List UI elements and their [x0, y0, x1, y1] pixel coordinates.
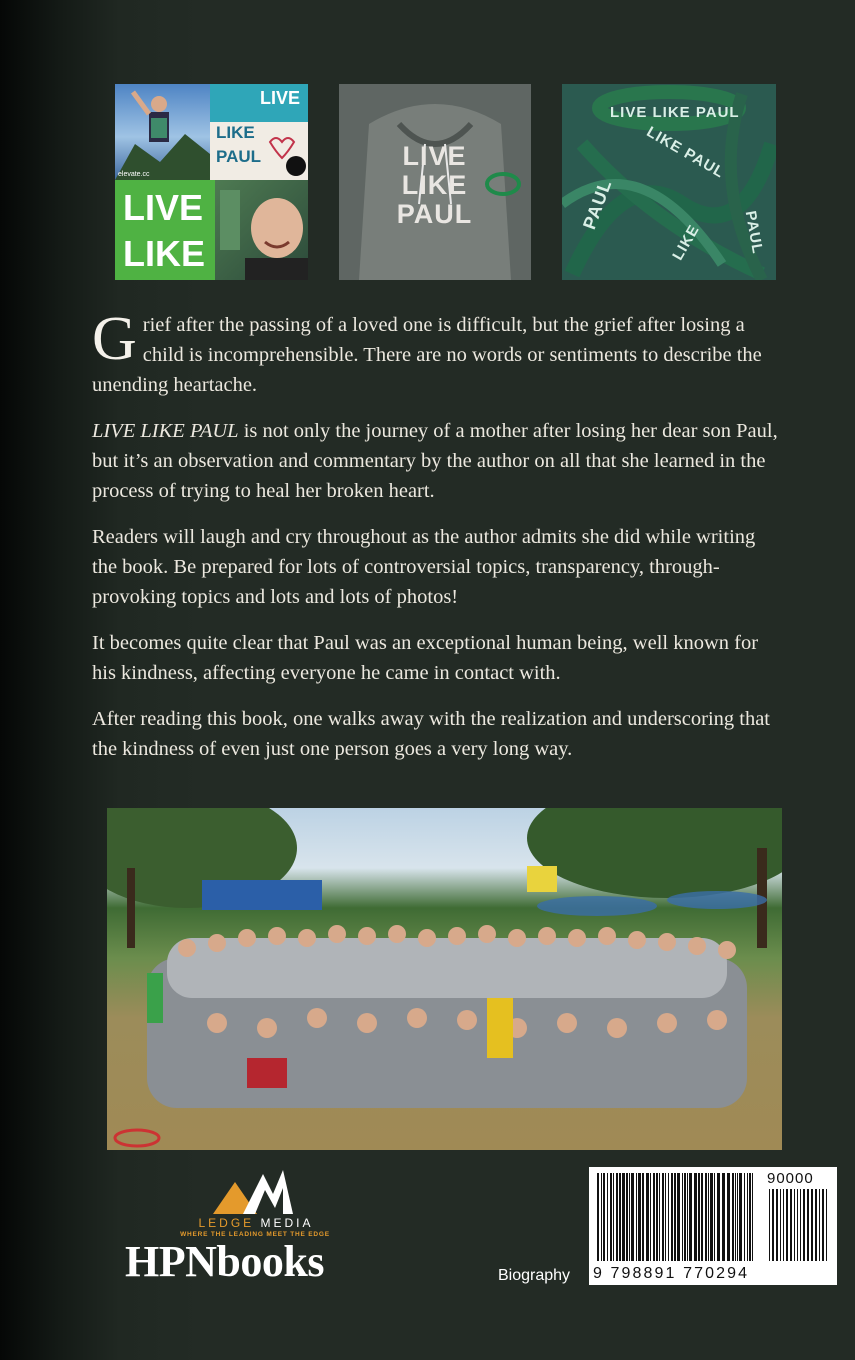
- addon-barcode-bar: [783, 1189, 784, 1261]
- addon-barcode-bar: [800, 1189, 801, 1261]
- barcode-bar: [622, 1173, 625, 1261]
- category-label: Biography: [498, 1267, 571, 1284]
- collage-green-like: LIKE: [123, 233, 206, 274]
- barcode-bar: [662, 1173, 664, 1261]
- collage-live-text: [210, 84, 308, 122]
- barcode-bar: [659, 1173, 660, 1261]
- barcode-bar: [749, 1173, 751, 1261]
- barcode-bar: [717, 1173, 720, 1261]
- collage-green-live: LIVE: [123, 187, 204, 228]
- barcode-bar: [671, 1173, 673, 1261]
- blurb-p1-text: rief after the passing of a loved one is difficult, but the grief after losing a child is incomprehensible. There are no words or sentiments to describe the unending heartache.: [92, 314, 762, 396]
- addon-barcode-bar: [826, 1189, 827, 1261]
- addon-barcode-bar: [811, 1189, 813, 1261]
- barcode-bar: [732, 1173, 734, 1261]
- publisher-logos: [125, 1168, 385, 1298]
- addon-barcode-bar: [803, 1189, 805, 1261]
- hoodie-line-1: LIVE: [402, 141, 467, 171]
- hoodie-photo: [339, 84, 531, 280]
- barcode-bar: [744, 1173, 745, 1261]
- bracelet-text-3: PAUL: [579, 176, 616, 233]
- blurb-paragraph-4: It becomes quite clear that Paul was an exceptional human being, well known for his kindness, affecting everyone he came in contact with.: [92, 632, 759, 684]
- top-photo-row: [115, 84, 776, 280]
- collage-photo: [115, 84, 308, 280]
- hoodie-print: [387, 142, 482, 229]
- barcode-bar: [631, 1173, 634, 1261]
- blurb-paragraph-5: After reading this book, one walks away with the realization and underscoring that the kindness of even just one person goes a very long way.: [92, 708, 771, 760]
- barcode-bar: [752, 1173, 753, 1261]
- barcode-bar: [727, 1173, 730, 1261]
- barcode-bar: [656, 1173, 658, 1261]
- bracelet-text-5: PAUL: [741, 209, 767, 256]
- collage-green-panel: [115, 180, 215, 280]
- price-code: 90000: [767, 1170, 814, 1187]
- barcode-bar: [694, 1173, 697, 1261]
- barcode-bar: [626, 1173, 628, 1261]
- hoodie-line-2: LIKE: [401, 170, 468, 200]
- barcode-bar: [747, 1173, 748, 1261]
- barcode-bar: [714, 1173, 715, 1261]
- barcode-bar: [737, 1173, 738, 1261]
- bracelets-photo: [562, 84, 776, 280]
- barcode-bar: [629, 1173, 630, 1261]
- collage-live-word: LIVE: [260, 88, 301, 108]
- addon-barcode-bar: [797, 1189, 798, 1261]
- collage-like-word: LIKE: [216, 123, 255, 142]
- barcode-bar: [677, 1173, 680, 1261]
- addon-barcode-bar: [815, 1189, 817, 1261]
- barcode-bar: [650, 1173, 651, 1261]
- addon-barcode-bar: [786, 1189, 788, 1261]
- addon-barcode-bar: [790, 1189, 792, 1261]
- collage-smiling-man: [215, 180, 308, 280]
- book-title-inline: LIVE LIKE PAUL: [92, 420, 239, 442]
- group-photo-illustration: [107, 808, 782, 1150]
- barcode-bar: [642, 1173, 644, 1261]
- barcode-bar: [603, 1173, 605, 1261]
- media-word: MEDIA: [254, 1216, 314, 1230]
- addon-barcode-bar: [776, 1189, 778, 1261]
- collage-mountain-photo: [115, 84, 210, 180]
- barcode-bar: [668, 1173, 669, 1261]
- ledge-media-logo-icon: [213, 1168, 293, 1214]
- elevate-logo-icon: [286, 156, 306, 176]
- addon-barcode-bar: [807, 1189, 809, 1261]
- blurb-paragraph-3: Readers will laugh and cry throughout as the author admits she did while writing the book. Be prepared for lots of controversial topics, transparency, through-provoking topics and lots and lots of photos!: [92, 526, 756, 608]
- barcode-bar: [674, 1173, 676, 1261]
- barcode-bar: [665, 1173, 666, 1261]
- barcode-bar: [653, 1173, 655, 1261]
- addon-barcode-bar: [772, 1189, 774, 1261]
- person-on-peak-illustration: [115, 84, 210, 180]
- drop-cap: G: [92, 305, 137, 373]
- barcode-bar: [684, 1173, 686, 1261]
- barcode-bar: [610, 1173, 612, 1261]
- blurb-paragraph-1: [92, 305, 782, 400]
- barcode-bar: [687, 1173, 688, 1261]
- addon-barcode-bar: [822, 1189, 824, 1261]
- barcode-bar: [616, 1173, 618, 1261]
- barcode-bar: [705, 1173, 707, 1261]
- bracelet-text-1: LIVE LIKE PAUL: [610, 104, 740, 121]
- ledge-media-name: [161, 1216, 351, 1230]
- barcode-bar: [638, 1173, 641, 1261]
- barcode-bar: [722, 1173, 725, 1261]
- elevate-caption: elevate.cc: [118, 171, 150, 178]
- barcode-bar: [619, 1173, 621, 1261]
- barcode-bar: [636, 1173, 637, 1261]
- barcode-bar: [607, 1173, 608, 1261]
- collage-paul-word: PAUL: [216, 147, 262, 166]
- hpnbooks-logo: HPNbooks: [125, 1237, 324, 1286]
- blurb-paragraph-2: [92, 416, 782, 506]
- addon-barcode-bar: [780, 1189, 781, 1261]
- barcode-bar: [601, 1173, 602, 1261]
- addon-barcode-bar: [819, 1189, 820, 1261]
- group-photo: [107, 808, 782, 1150]
- hoodie-line-3: PAUL: [396, 199, 473, 229]
- collage-card: [210, 122, 308, 180]
- isbn-number: 9 798891 770294: [593, 1265, 750, 1282]
- barcode-bar: [708, 1173, 709, 1261]
- barcode-bar: [613, 1173, 614, 1261]
- barcode-bar: [739, 1173, 742, 1261]
- addon-barcode-bar: [769, 1189, 770, 1261]
- addon-barcode-bar: [794, 1189, 795, 1261]
- barcode-bar: [646, 1173, 649, 1261]
- barcode-bar: [698, 1173, 700, 1261]
- back-cover-blurb: [92, 305, 782, 780]
- barcode-bar: [735, 1173, 736, 1261]
- barcode-bar: [689, 1173, 692, 1261]
- ledge-word: LEDGE: [198, 1216, 255, 1230]
- ledge-media-tagline: WHERE THE LEADING MEET THE EDGE: [180, 1231, 330, 1238]
- barcode-bar: [597, 1173, 599, 1261]
- isbn-barcode: [589, 1167, 837, 1285]
- barcode-bar: [701, 1173, 703, 1261]
- blurb-p2-text: is not only the journey of a mother after losing her dear son Paul, but it’s an observation and commentary by the author on all that she learned in the process of trying to heal her broken heart.: [92, 420, 778, 502]
- barcode-bar: [682, 1173, 683, 1261]
- bracelet-text-4: LIKE: [669, 221, 703, 264]
- bracelet-text-2: LIKE PAUL: [643, 123, 728, 182]
- barcode-bar: [710, 1173, 713, 1261]
- crowd-figures: [147, 925, 747, 1108]
